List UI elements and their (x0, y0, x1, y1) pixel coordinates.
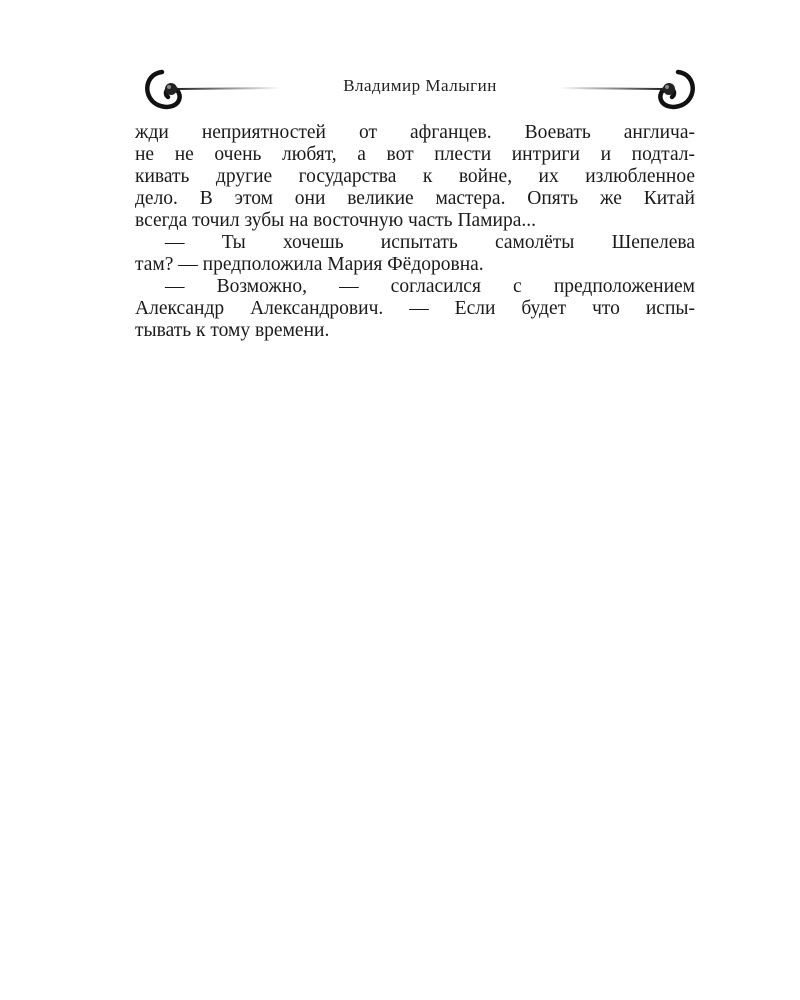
running-title: Владимир Малыгин (343, 76, 497, 95)
body-text (135, 122, 695, 342)
page-header (140, 64, 700, 114)
ornament-right-icon (540, 64, 700, 114)
text-line: там? — предположила Мария Фёдоровна. (135, 254, 484, 275)
text-line: Александр Александрович. — Если будет что испы- (135, 298, 695, 319)
text-line: — Ты хочешь испытать самолёты Шепелева (165, 232, 695, 253)
text-line: — Возможно, — согласился с предположением (165, 276, 695, 297)
text-line: дело. В этом они великие мастера. Опять же Китай (135, 188, 695, 209)
text-line: всегда точил зубы на восточную часть Памира... (135, 210, 536, 231)
text-line: жди неприятностей от афганцев. Воевать англича- (135, 122, 695, 143)
text-line: не не очень любят, а вот плести интриги и подтал- (135, 144, 695, 165)
text-line: тывать к тому времени. (135, 320, 330, 341)
text-line: кивать другие государства к войне, их излюбленное (135, 166, 695, 187)
